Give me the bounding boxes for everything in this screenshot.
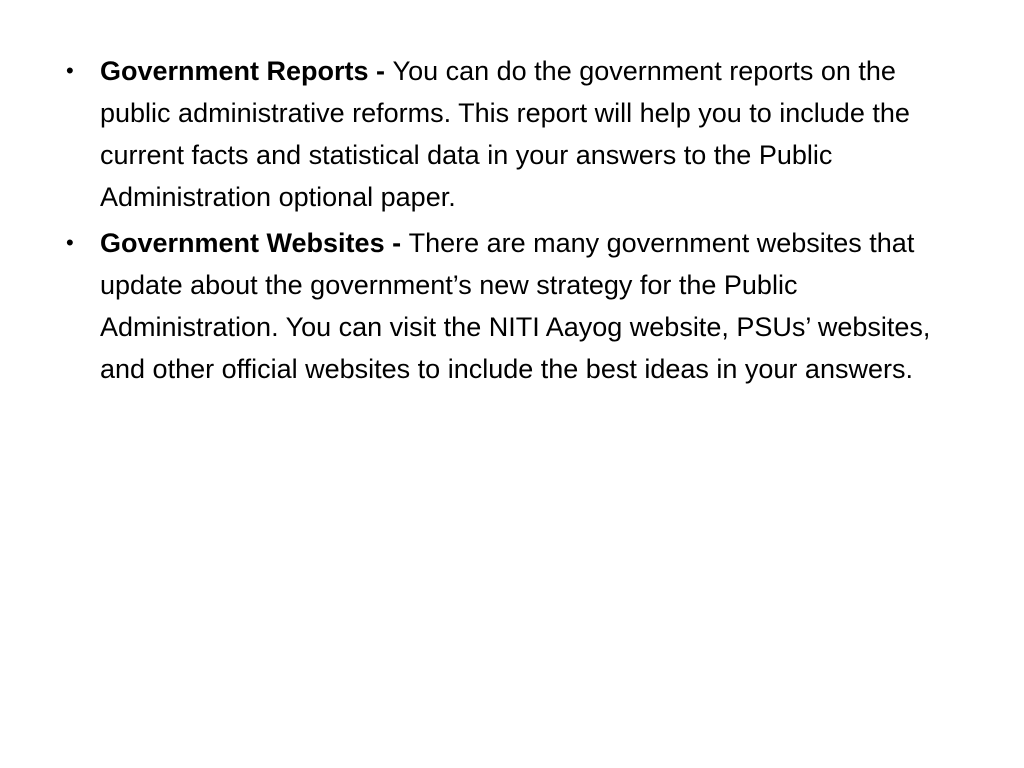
bullet-icon: • [66, 230, 74, 255]
bullet-icon: • [66, 58, 74, 83]
bullet-item-government-reports [62, 50, 962, 218]
bullet-title: Government Reports - [100, 56, 393, 86]
bullet-text: There are many government websites that update about the government’s new strategy for the Public Administration. You can visit the NITI Aayog website, PSUs’ websites, and other official websites to include the best ideas in your answers. [100, 228, 931, 384]
bullet-item-government-websites [62, 222, 962, 390]
bullet-text: You can do the government reports on the public administrative reforms. This report will help you to include the current facts and statistical data in your answers to the Public Administration optional paper. [100, 56, 910, 212]
bullet-list [62, 50, 962, 394]
bullet-title: Government Websites - [100, 228, 409, 258]
